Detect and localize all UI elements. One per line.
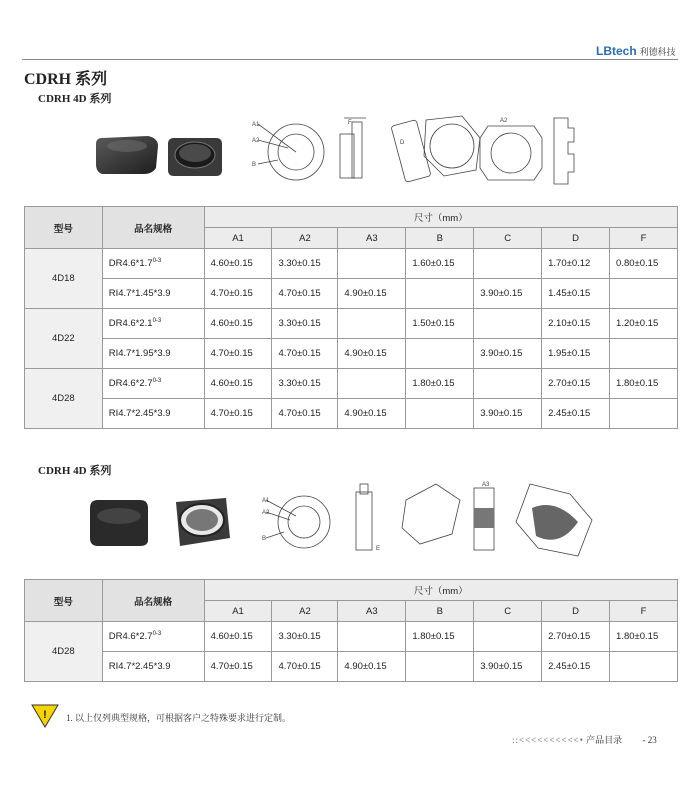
- dimension-cell: 4.90±0.15: [338, 399, 406, 429]
- dimension-cell: 4.90±0.15: [338, 339, 406, 369]
- table-row: [25, 249, 678, 279]
- dimension-cell: 2.10±0.15: [542, 309, 610, 339]
- logo-cn-text: 利德科技: [639, 47, 676, 57]
- dimension-cell: 4.70±0.15: [272, 399, 338, 429]
- dimension-cell: 2.45±0.15: [542, 399, 610, 429]
- dimension-cell: 4.60±0.15: [204, 622, 272, 652]
- dimension-cell: 4.70±0.15: [204, 279, 272, 309]
- dimension-cell: 3.90±0.15: [474, 652, 542, 682]
- dim-header-a2: A2: [272, 601, 338, 622]
- table-row: [25, 279, 678, 309]
- dimension-cell: [474, 309, 542, 339]
- dimension-cell: [406, 399, 474, 429]
- dim-header-f: F: [610, 601, 678, 622]
- dimension-cell: 1.50±0.15: [406, 309, 474, 339]
- footer-catalog: 产品目录: [586, 735, 623, 745]
- table-row: [25, 339, 678, 369]
- dimension-cell: 4.70±0.15: [204, 652, 272, 682]
- svg-text:B: B: [262, 536, 267, 542]
- model-cell: 4D18: [25, 249, 103, 309]
- spec-text: DR4.6*1.7: [108, 258, 153, 270]
- warning-triangle-icon: [30, 703, 60, 729]
- dim-header-a3: A3: [338, 601, 406, 622]
- col-header-model: 型号: [25, 207, 103, 249]
- dim-header-d: D: [542, 601, 610, 622]
- logo-text: LBtech: [596, 44, 637, 58]
- spec-cell: [102, 249, 204, 279]
- spec-cell: [102, 652, 204, 682]
- footer-page-sep: -: [642, 735, 646, 745]
- dimension-cell: 2.45±0.15: [542, 652, 610, 682]
- svg-text:!: !: [43, 709, 47, 721]
- dimension-cell: 4.60±0.15: [204, 369, 272, 399]
- dimension-cell: 3.30±0.15: [272, 249, 338, 279]
- dimension-cell: [610, 279, 678, 309]
- dimension-cell: [610, 399, 678, 429]
- dim-header-f: F: [610, 228, 678, 249]
- dimension-diagram-4d-series-2: [260, 478, 606, 564]
- model-cell: 4D28: [25, 622, 103, 682]
- dimension-cell: 1.95±0.15: [542, 339, 610, 369]
- dimension-cell: 1.70±0.12: [542, 249, 610, 279]
- product-photo-square-inductor-2: [86, 496, 152, 550]
- col-header-spec: 品名规格: [102, 580, 204, 622]
- dimension-cell: [406, 652, 474, 682]
- model-cell: 4D28: [25, 369, 103, 429]
- col-header-model: 型号: [25, 580, 103, 622]
- dimension-cell: 1.80±0.15: [610, 622, 678, 652]
- footer-dots: ::<<<<<<<<<<•: [512, 735, 584, 745]
- table-row: [25, 622, 678, 652]
- dimension-cell: 4.90±0.15: [338, 279, 406, 309]
- svg-text:A3: A3: [482, 482, 490, 488]
- spec-text: RI4.7*2.45*3.9: [108, 408, 171, 419]
- model-cell: 4D22: [25, 309, 103, 369]
- dimension-cell: 4.90±0.15: [338, 652, 406, 682]
- dimension-cell: 1.80±0.15: [406, 622, 474, 652]
- dimension-cell: [610, 652, 678, 682]
- dimension-cell: [474, 369, 542, 399]
- dimension-cell: 1.45±0.15: [542, 279, 610, 309]
- dimension-cell: 3.90±0.15: [474, 399, 542, 429]
- spec-cell: [102, 369, 204, 399]
- spec-cell: [102, 339, 204, 369]
- dimension-cell: [610, 339, 678, 369]
- dim-header-a2: A2: [272, 228, 338, 249]
- dimension-cell: 4.70±0.15: [272, 339, 338, 369]
- product-photo-round-core-inductor: [166, 134, 226, 178]
- dimension-cell: 3.30±0.15: [272, 622, 338, 652]
- dimension-cell: 4.70±0.15: [204, 339, 272, 369]
- spec-text: RI4.7*2.45*3.9: [108, 661, 171, 672]
- dimension-cell: 1.60±0.15: [406, 249, 474, 279]
- product-photo-square-inductor: [92, 132, 162, 178]
- footer-page-number: 23: [647, 735, 657, 745]
- dimension-cell: 1.20±0.15: [610, 309, 678, 339]
- dim-header-c: C: [474, 228, 542, 249]
- dimension-cell: 4.60±0.15: [204, 309, 272, 339]
- dimension-cell: 2.70±0.15: [542, 369, 610, 399]
- svg-text:A2: A2: [262, 510, 270, 516]
- dimension-diagram-4d-series: [248, 114, 588, 192]
- svg-text:F: F: [348, 120, 352, 126]
- header-divider: [22, 59, 678, 60]
- spec-cell: [102, 279, 204, 309]
- svg-text:A1: A1: [252, 122, 260, 128]
- dimension-cell: 1.80±0.15: [406, 369, 474, 399]
- svg-text:E: E: [376, 546, 381, 552]
- svg-text:A2: A2: [252, 138, 260, 144]
- spec-cell: [102, 399, 204, 429]
- dimension-cell: [474, 622, 542, 652]
- dimension-cell: 1.80±0.15: [610, 369, 678, 399]
- dimension-cell: 2.70±0.15: [542, 622, 610, 652]
- dim-header-c: C: [474, 601, 542, 622]
- dimension-cell: 3.90±0.15: [474, 279, 542, 309]
- spec-text: RI4.7*1.95*3.9: [108, 348, 171, 359]
- product-photo-shielded-inductor: [168, 494, 234, 550]
- table-row: [25, 652, 678, 682]
- spec-text: DR4.6*2.1: [108, 318, 153, 330]
- svg-text:A1: A1: [262, 498, 270, 504]
- spec-text: RI4.7*1.45*3.9: [108, 288, 171, 299]
- dimension-cell: 3.90±0.15: [474, 339, 542, 369]
- svg-text:B: B: [252, 162, 257, 168]
- table-row: [25, 399, 678, 429]
- dim-header-a1: A1: [204, 228, 272, 249]
- dimension-cell: [338, 622, 406, 652]
- page-footer: [512, 733, 657, 746]
- spec-superscript: 0-3: [152, 630, 162, 637]
- dimension-cell: [474, 249, 542, 279]
- footnote-text: 1. 以上仅列典型规格，可根据客户之特殊要求进行定制。: [66, 713, 292, 723]
- company-logo: [596, 44, 676, 58]
- dimension-cell: 4.70±0.15: [204, 399, 272, 429]
- dim-header-b: B: [406, 228, 474, 249]
- spec-text: DR4.6*2.7: [108, 378, 153, 390]
- dim-header-a3: A3: [338, 228, 406, 249]
- spec-text: DR4.6*2.7: [108, 631, 153, 643]
- dimension-cell: [338, 249, 406, 279]
- col-header-dims: 尺寸（mm）: [204, 580, 677, 601]
- spec-superscript: 0-3: [152, 377, 162, 384]
- dimension-cell: 3.30±0.15: [272, 309, 338, 339]
- dimension-table-1: [24, 206, 678, 429]
- section2-title: CDRH 4D 系列: [38, 465, 112, 477]
- dimension-cell: 4.60±0.15: [204, 249, 272, 279]
- dimension-cell: [338, 309, 406, 339]
- spec-cell: [102, 309, 204, 339]
- col-header-spec: 品名规格: [102, 207, 204, 249]
- dimension-cell: [338, 369, 406, 399]
- dim-header-d: D: [542, 228, 610, 249]
- dim-header-b: B: [406, 601, 474, 622]
- spec-cell: [102, 622, 204, 652]
- page-title: CDRH 系列: [24, 71, 108, 88]
- svg-text:D: D: [400, 140, 405, 146]
- table-row: [25, 309, 678, 339]
- section1-title: CDRH 4D 系列: [38, 93, 112, 105]
- dimension-cell: [406, 339, 474, 369]
- dimension-cell: 3.30±0.15: [272, 369, 338, 399]
- dimension-cell: 4.70±0.15: [272, 279, 338, 309]
- dim-header-a1: A1: [204, 601, 272, 622]
- dimension-cell: 4.70±0.15: [272, 652, 338, 682]
- dimension-cell: 0.80±0.15: [610, 249, 678, 279]
- spec-superscript: 0-3: [152, 317, 162, 324]
- svg-text:A2: A2: [500, 118, 508, 124]
- spec-superscript: 0-3: [152, 257, 162, 264]
- table-row: [25, 369, 678, 399]
- dimension-cell: [406, 279, 474, 309]
- dimension-table-2: [24, 579, 678, 682]
- col-header-dims: 尺寸（mm）: [204, 207, 677, 228]
